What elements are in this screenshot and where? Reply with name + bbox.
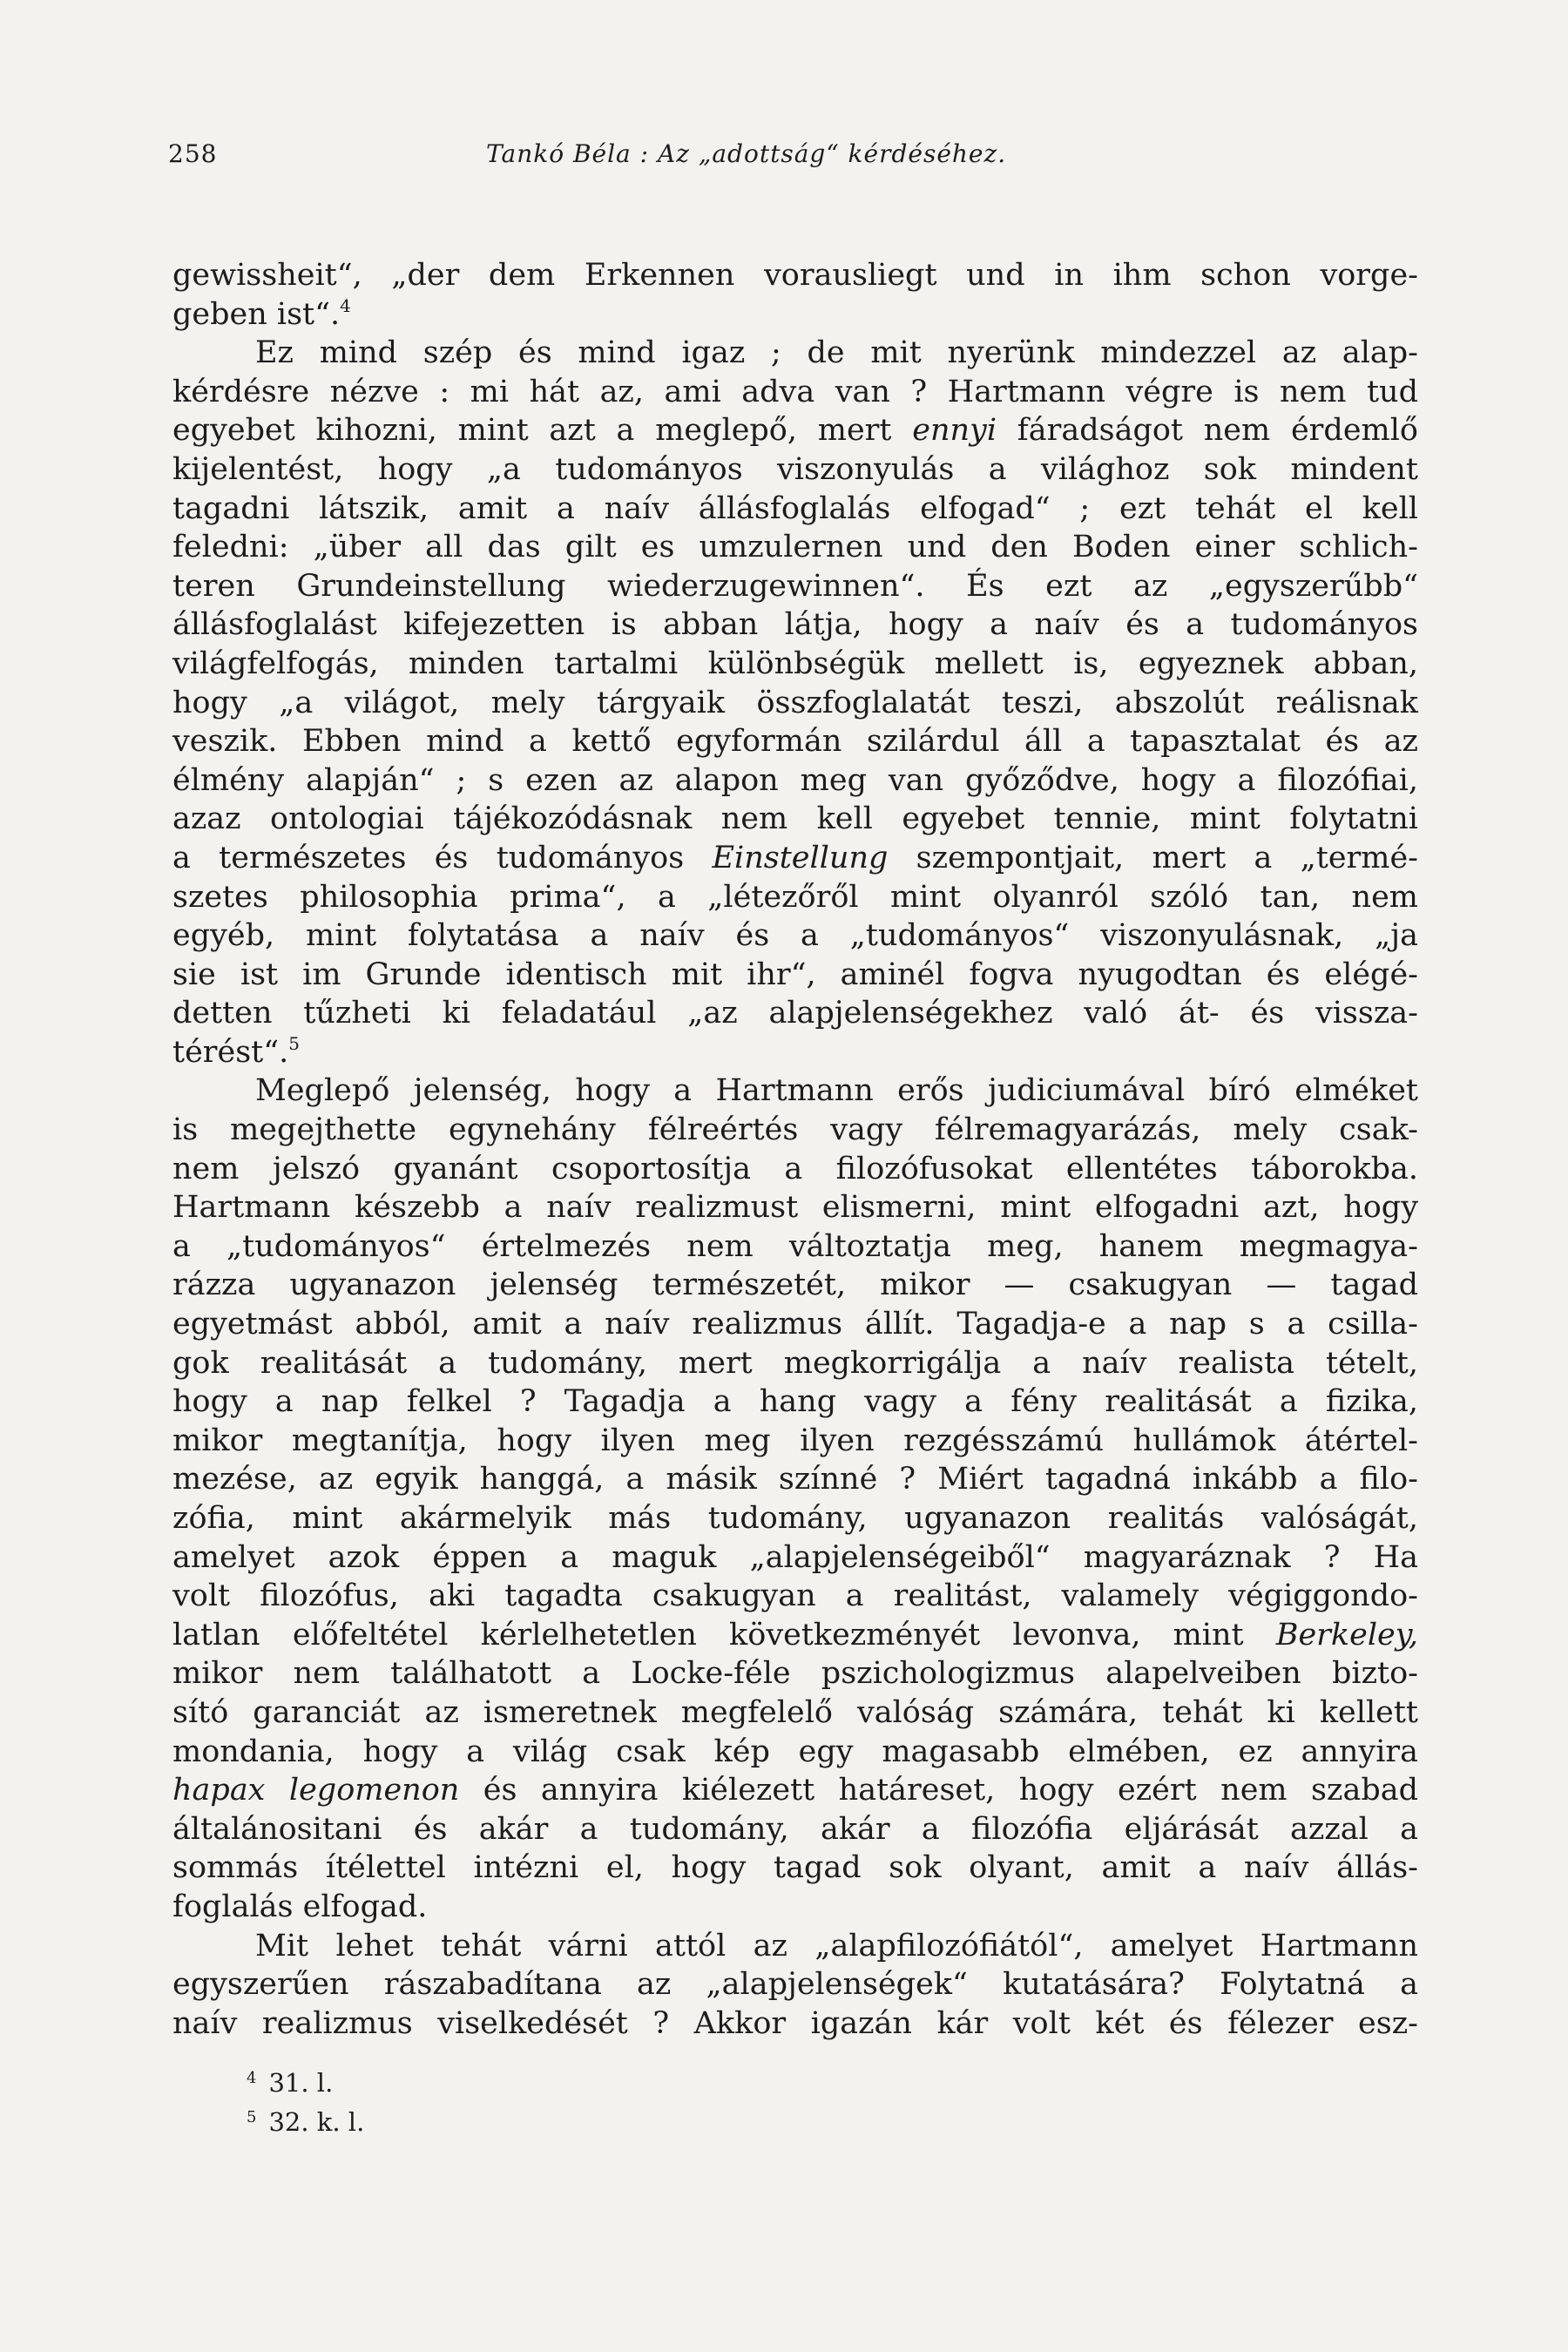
body-text	[172, 256, 1418, 2043]
text-segment: egyebet kihozni, mint azt a meglepő, mert	[172, 413, 913, 449]
footnote-mark: 5	[247, 2108, 257, 2126]
page-header	[168, 139, 1414, 174]
text-line: sie ist im Grunde identisch mit ihr“, aminél fogva nyugodtan és elégé-	[172, 956, 1418, 992]
emphasis-hapax-legomenon: hapax legomenon	[172, 1773, 460, 1808]
text-line: hogy „a világot, mely tárgyaik összfoglalatát teszi, abszolút reálisnak	[172, 685, 1418, 720]
text-line	[172, 1033, 1418, 1072]
text-line: gok realitását a tudomány, mert megkorrigálja a naív realista tételt,	[172, 1345, 1418, 1381]
paragraph-4	[172, 1927, 1418, 2044]
text-line: detten tűzheti ki feladatául „az alapjelenségekhez való át- és vissza-	[172, 996, 1418, 1031]
text-line: egyéb, mint folytatása a naív és a „tudományos“ viszonyulásnak, „ja	[172, 918, 1418, 954]
footnote-text: 32. k. l.	[268, 2107, 365, 2137]
footnote-ref: 4	[340, 294, 351, 316]
text-line	[172, 411, 1418, 450]
text-line: is megejthette egynehány félreértés vagy félremagyarázás, mely csak-	[172, 1112, 1418, 1148]
text-line: hogy a nap felkel ? Tagadja a hang vagy a fény realitását a fizika,	[172, 1384, 1418, 1420]
text-line: sommás ítélettel intézni el, hogy tagad sok olyant, amit a naív állás-	[172, 1850, 1418, 1886]
text-line: feledni: „über all das gilt es umzulernen und den Boden einer schlich-	[172, 530, 1418, 565]
text-segment: a természetes és tudományos	[172, 840, 713, 875]
text-line: állásfoglalást kifejezetten is abban látja, hogy a naív és a tudományos	[172, 607, 1418, 643]
text-line: általánositani és akár a tudomány, akár a filozófia eljárását azzal a	[172, 1811, 1418, 1847]
text-line: amelyet azok éppen a maguk „alapjelenségeiből“ magyaráznak ? Ha	[172, 1539, 1418, 1575]
footnote-text: 31. l.	[268, 2068, 334, 2098]
text-segment: szempontjait, mert a „termé-	[888, 840, 1418, 875]
text-line: Ez mind szép és mind igaz ; de mit nyerünk mindezzel az alap-	[255, 335, 1418, 371]
text-line: kérdésre nézve : mi hát az, ami adva van ? Hartmann végre is nem tud	[172, 374, 1418, 409]
footnote-ref: 5	[288, 1032, 301, 1054]
text-line: veszik. Ebben mind a kettő egyformán szilárdul áll a tapasztalat és az	[172, 724, 1418, 760]
text-line: volt filozófus, aki tagadta csakugyan a realitást, valamely végiggondo-	[172, 1578, 1418, 1614]
text-segment: fáradságot nem érdemlő	[997, 413, 1418, 449]
text-line: mezése, az egyik hanggá, a másik színné ? Miért tagadná inkább a filo-	[172, 1462, 1418, 1497]
footnotes	[247, 2061, 364, 2139]
text-segment: geben ist“.	[172, 296, 341, 332]
text-line: szetes philosophia prima“, a „létezőről mint olyanról szóló tan, nem	[172, 879, 1418, 915]
text-line	[172, 1616, 1418, 1655]
text-line: élmény alapján“ ; s ezen az alapon meg van győződve, hogy a filozófiai,	[172, 762, 1418, 798]
text-line: világfelfogás, minden tartalmi különbségük mellett is, egyeznek abban,	[172, 645, 1418, 681]
text-line: egyetmást abból, amit a naív realizmus állít. Tagadja-e a nap s a csilla-	[172, 1307, 1418, 1342]
text-line: Meglepő jelenség, hogy a Hartmann erős judiciumával bíró elméket	[255, 1073, 1418, 1109]
text-line: mondania, hogy a világ csak kép egy magasabb elmében, ez annyira	[172, 1734, 1418, 1769]
text-line: sító garanciát az ismeretnek megfelelő valóság számára, tehát ki kellett	[172, 1694, 1418, 1730]
paragraph-2	[172, 334, 1418, 1071]
running-head: Tankó Béla : Az „adottság“ kérdéséhez.	[486, 139, 1007, 168]
text-line	[172, 839, 1418, 878]
text-line: a „tudományos“ értelmezés nem változtatja meg, hanem megmagya-	[172, 1228, 1418, 1264]
footnote-4	[247, 2061, 364, 2100]
text-segment: térést“.	[172, 1034, 289, 1070]
text-line	[172, 1771, 1418, 1810]
emphasis-ennyi: ennyi	[912, 413, 997, 449]
paragraph-3	[172, 1071, 1418, 1926]
emphasis-einstellung: Einstellung	[712, 840, 889, 875]
text-line: Mit lehet tehát várni attól az „alapfilozófiától“, amelyet Hartmann	[255, 1928, 1418, 1963]
text-line	[172, 295, 1418, 335]
emphasis-berkeley: Berkeley,	[1275, 1617, 1418, 1652]
footnote-5	[247, 2100, 364, 2139]
footnote-mark: 4	[247, 2069, 257, 2087]
text-line: mikor megtanítja, hogy ilyen meg ilyen rezgésszámú hullámok átértel-	[172, 1423, 1418, 1458]
text-line: nem jelszó gyanánt csoportosítja a filozófusokat ellentétes táborokba.	[172, 1151, 1418, 1186]
text-line: azaz ontologiai tájékozódásnak nem kell egyebet tennie, mint folytatni	[172, 801, 1418, 837]
text-line: mikor nem találhatott a Locke-féle pszichologizmus alapelveiben bizto-	[172, 1656, 1418, 1692]
text-line: zófia, mint akármelyik más tudomány, ugyanazon realitás valóságát,	[172, 1501, 1418, 1536]
text-segment: latlan előfeltétel kérlelhetetlen következményét levonva, mint	[172, 1617, 1276, 1652]
text-line: kijelentést, hogy „a tudományos viszonyulás a világhoz sok mindent	[172, 451, 1418, 487]
page-number: 258	[168, 139, 218, 168]
paragraph-1	[172, 256, 1418, 334]
text-segment: és annyira kiélezett határeset, hogy ezért nem szabad	[459, 1773, 1418, 1808]
text-line: Hartmann készebb a naív realizmust elismerni, mint elfogadni azt, hogy	[172, 1190, 1418, 1226]
text-line: rázza ugyanazon jelenség természetét, mikor — csakugyan — tagad	[172, 1267, 1418, 1303]
text-line: gewissheit“, „der dem Erkennen vorausliegt und in ihm schon vorge-	[172, 258, 1418, 293]
text-line: teren Grundeinstellung wiederzugewinnen“. És ezt az „egyszerűbb“	[172, 568, 1418, 604]
text-line: egyszerűen rászabadítana az „alapjelenségek“ kutatására? Folytatná a	[172, 1967, 1418, 2003]
text-line: naív realizmus viselkedését ? Akkor igazán kár volt két és félezer esz-	[172, 2005, 1418, 2041]
text-line: tagadni látszik, amit a naív állásfoglalás elfogad“ ; ezt tehát el kell	[172, 490, 1418, 526]
text-line: foglalás elfogad.	[172, 1889, 428, 1924]
